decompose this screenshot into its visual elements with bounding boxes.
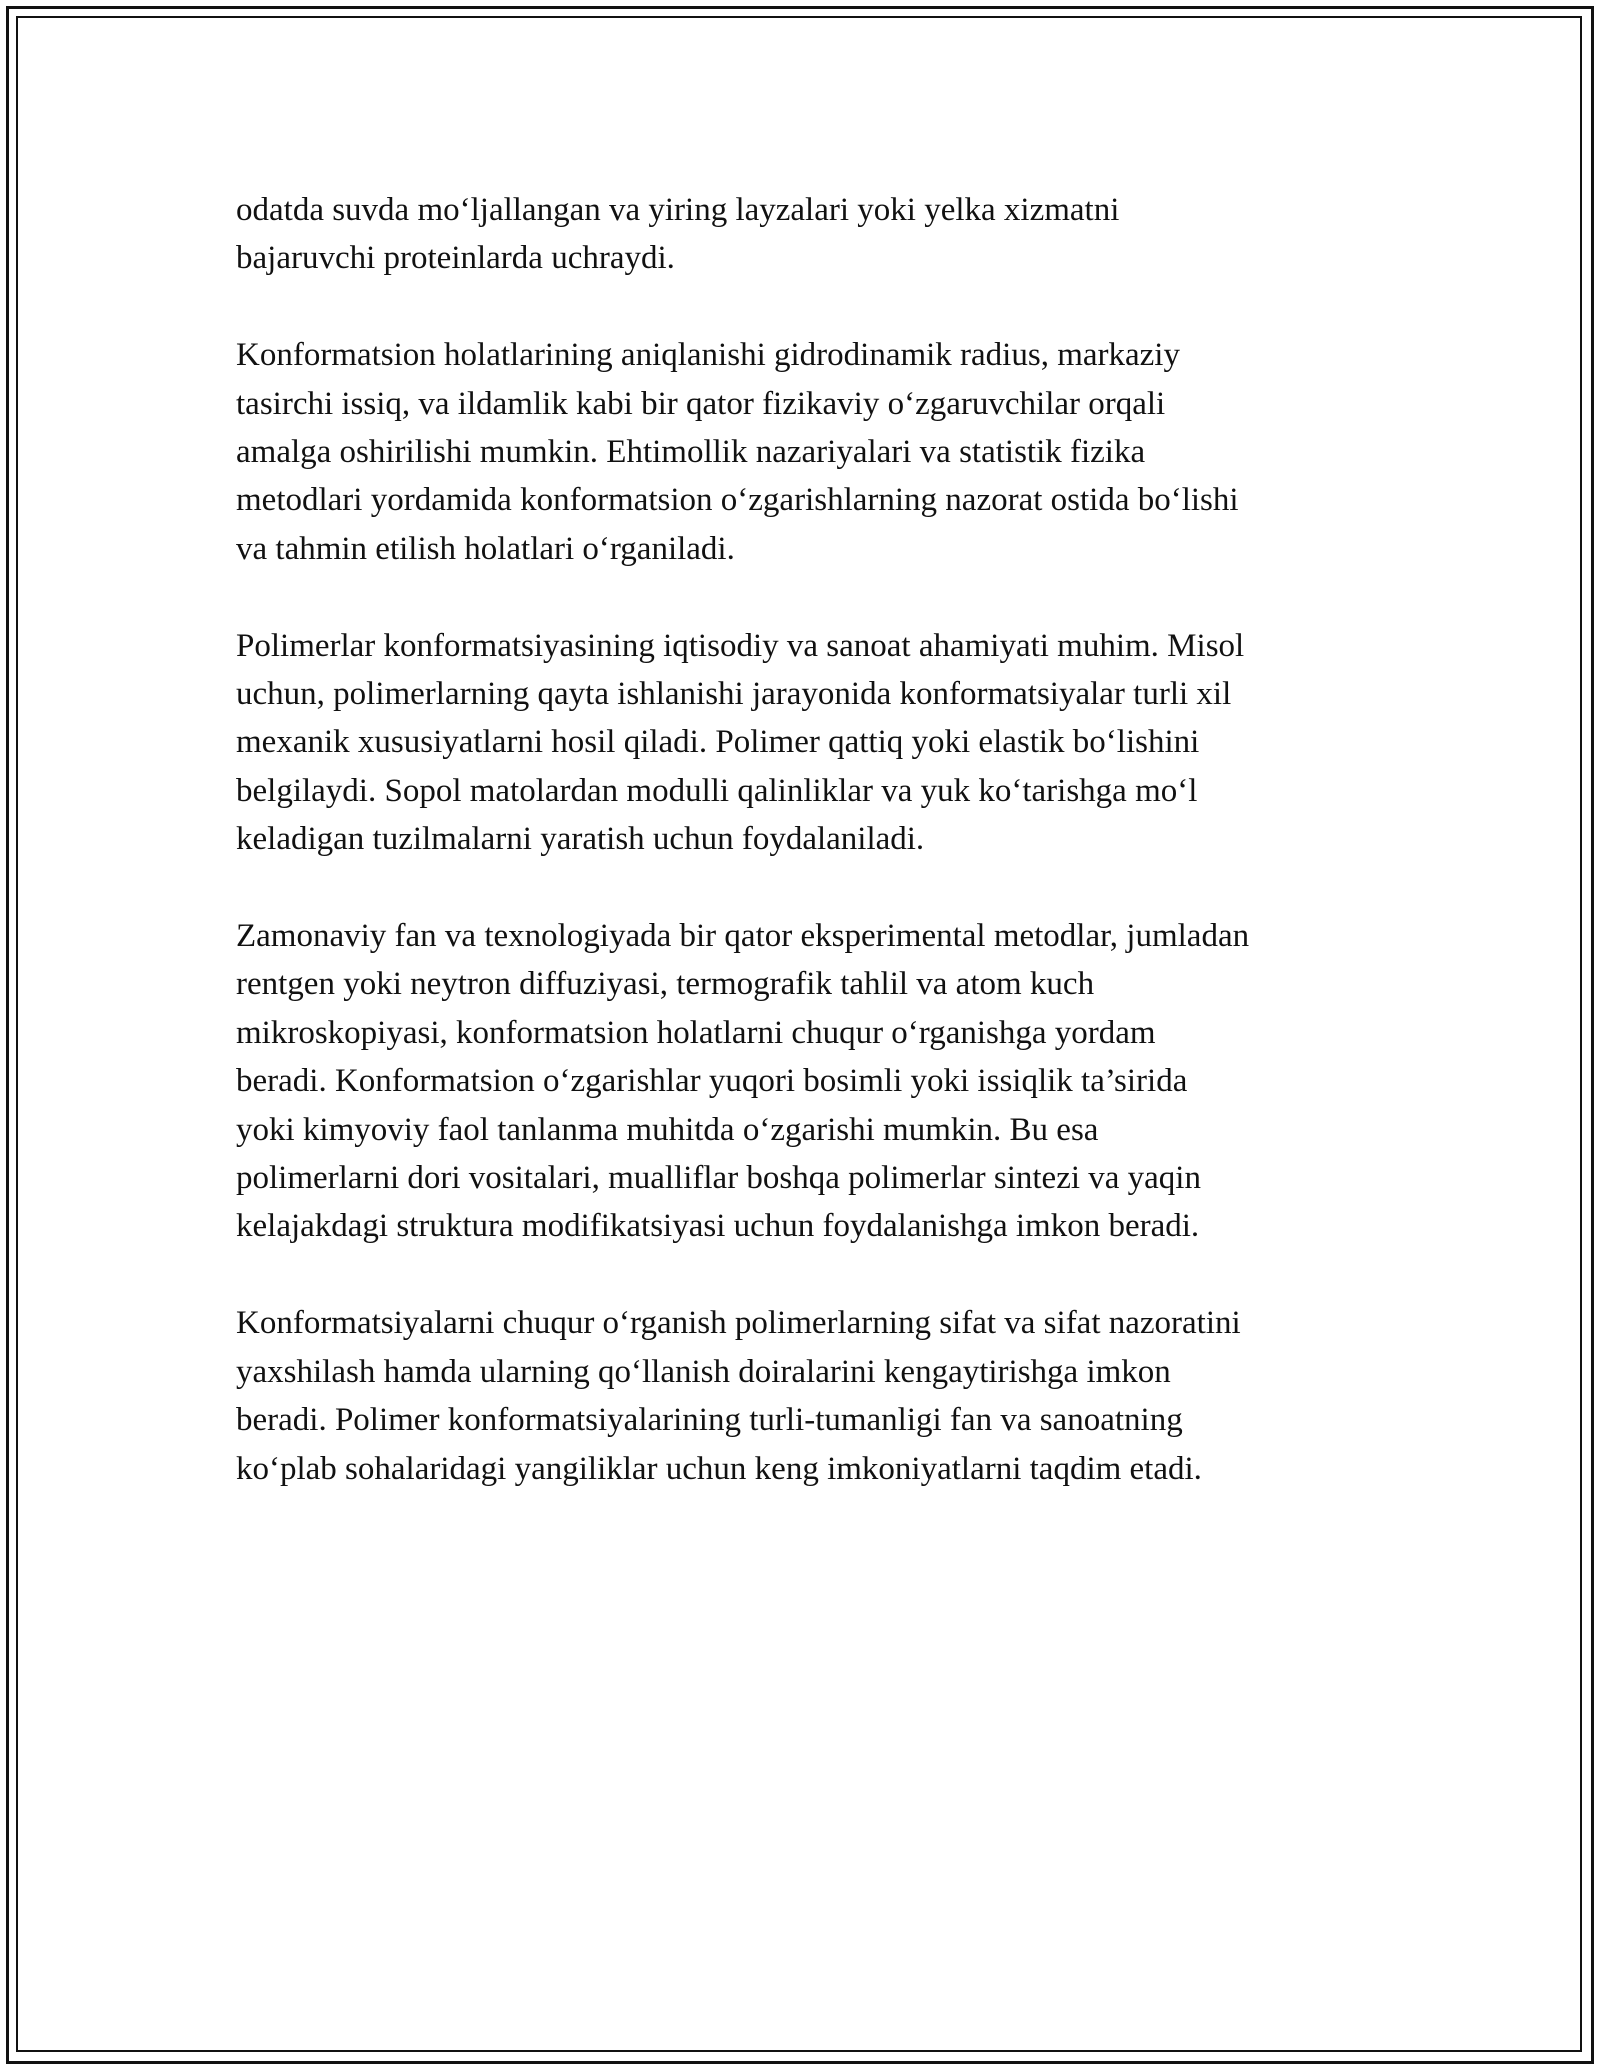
paragraph-5 [236, 1299, 1376, 1493]
text-line: yoki kimyoviy faol tanlanma muhitda o‘zgarishi mumkin. Bu esa [236, 1111, 1099, 1148]
text-line: va tahmin etilish holatlari o‘rganiladi. [236, 530, 735, 567]
text-line: ko‘plab sohalaridagi yangiliklar uchun keng imkoniyatlarni taqdim etadi. [236, 1450, 1202, 1487]
text-line: belgilaydi. Sopol matolardan modulli qalinliklar va yuk ko‘tarishga mo‘l [236, 772, 1198, 809]
text-line: beradi. Polimer konformatsiyalarining turli-tumanligi fan va sanoatning [236, 1402, 1183, 1439]
text-line: yaxshilash hamda ularning qo‘llanish doiralarini kengaytirishga imkon [236, 1353, 1171, 1390]
text-line: bajaruvchi proteinlarda uchraydi. [236, 240, 675, 277]
paragraph-3 [236, 622, 1376, 864]
text-line: amalga oshirilishi mumkin. Ehtimollik nazariyalari va statistik fizika [236, 434, 1146, 471]
paragraph-1 [236, 186, 1376, 283]
text-line: mexanik xususiyatlarni hosil qiladi. Polimer qattiq yoki elastik bo‘lishini [236, 724, 1200, 761]
text-line: keladigan tuzilmalarni yaratish uchun foydalaniladi. [236, 821, 925, 858]
text-line: rentgen yoki neytron diffuziyasi, termografik tahlil va atom kuch [236, 966, 1095, 1003]
text-line: Konformatsiyalarni chuqur o‘rganish polimerlarning sifat va sifat nazoratini [236, 1305, 1241, 1342]
paragraph-2 [236, 331, 1376, 573]
text-line: odatda suvda mo‘ljallangan va yiring layzalari yoki yelka xizmatni [236, 192, 1120, 228]
text-line: metodlari yordamida konformatsion o‘zgarishlarning nazorat ostida bo‘lishi [236, 482, 1239, 519]
text-line: Polimerlar konformatsiyasining iqtisodiy va sanoat ahamiyati muhim. Misol [236, 627, 1245, 664]
text-line: tasirchi issiq, va ildamlik kabi bir qator fizikaviy o‘zgaruvchilar orqali [236, 385, 1166, 422]
text-line: beradi. Konformatsion o‘zgarishlar yuqori bosimli yoki issiqlik ta’sirida [236, 1063, 1188, 1100]
text-line: Konformatsion holatlarining aniqlanishi gidrodinamik radius, markaziy [236, 337, 1180, 374]
text-line: polimerlarni dori vositalari, mualliflar boshqa polimerlar sintezi va yaqin [236, 1160, 1201, 1197]
paragraph-4 [236, 912, 1376, 1251]
text-line: Zamonaviy fan va texnologiyada bir qator eksperimental metodlar, jumladan [236, 918, 1250, 955]
document-body [236, 186, 1376, 1541]
text-line: kelajakdagi struktura modifikatsiyasi uchun foydalanishga imkon beradi. [236, 1208, 1200, 1245]
text-line: mikroskopiyasi, konformatsion holatlarni chuqur o‘rganishga yordam [236, 1014, 1156, 1051]
text-line: uchun, polimerlarning qayta ishlanishi jarayonida konformatsiyalar turli xil [236, 676, 1232, 713]
